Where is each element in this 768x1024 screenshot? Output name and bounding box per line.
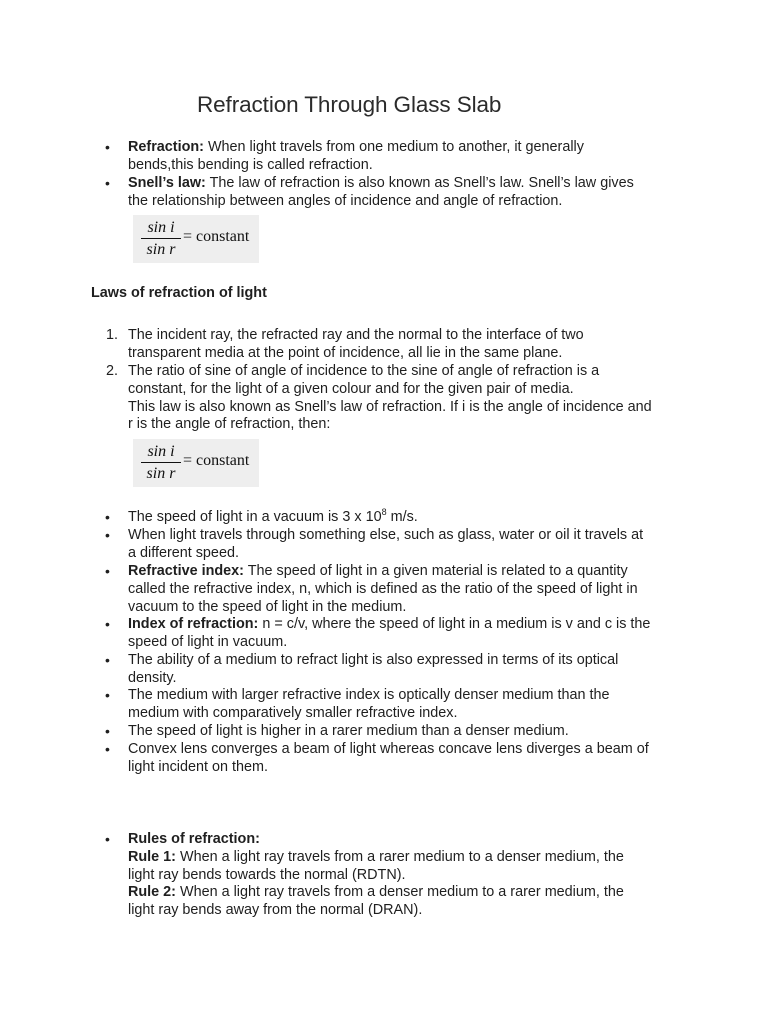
rules-of-refraction bbox=[128, 831, 624, 920]
snells-law-label: Snell’s law: bbox=[128, 175, 206, 191]
bullet-marker: • bbox=[105, 616, 110, 632]
formula-rhs: = constant bbox=[183, 452, 250, 469]
rule-2-line2: light ray bends away from the normal (DRAN). bbox=[128, 902, 423, 919]
travels-line1: When light travels through something else, such as glass, water or oil it travels at bbox=[128, 527, 644, 543]
ri-line2: called the refractive index, n, which is defined as the ratio of the speed of light in bbox=[128, 580, 638, 597]
bullet-marker: • bbox=[105, 527, 110, 543]
ior-line2: speed of light in vacuum. bbox=[128, 633, 288, 650]
fact-lenses bbox=[128, 741, 649, 777]
fact-optical-density bbox=[128, 652, 618, 688]
refractive-index-label: Refractive index: bbox=[128, 563, 244, 579]
ri-line1: The speed of light in a given material is related to a quantity bbox=[247, 563, 628, 579]
fact-rarer-medium bbox=[128, 723, 569, 741]
ior-line1: n = c/v, where the speed of light in a medium is v and c is the bbox=[262, 616, 651, 632]
bullet-marker: • bbox=[105, 687, 110, 703]
snells-law-formula bbox=[133, 439, 259, 487]
fact-denser-medium bbox=[128, 687, 610, 723]
law-1-line1: The incident ray, the refracted ray and the normal to the interface of two bbox=[128, 327, 584, 343]
ability-line2: density. bbox=[128, 669, 177, 686]
bullet-marker: • bbox=[105, 563, 110, 579]
ability-line1: The ability of a medium to refract light is also expressed in terms of its optical bbox=[128, 652, 619, 668]
fact-index-of-refraction bbox=[128, 616, 650, 652]
formula-denominator: sin r bbox=[146, 465, 176, 482]
denser-line2: medium with comparatively smaller refractive index. bbox=[128, 704, 458, 721]
fact-light-travels bbox=[128, 527, 643, 563]
law-2-line4: r is the angle of refraction, then: bbox=[128, 416, 331, 433]
fraction-bar bbox=[141, 238, 181, 239]
snells-law-text-line2: the relationship between angles of incidence and angle of refraction. bbox=[128, 192, 563, 209]
formula-numerator: sin i bbox=[147, 443, 175, 460]
law-2 bbox=[128, 363, 652, 434]
formula-numerator: sin i bbox=[147, 219, 175, 236]
fraction-bar bbox=[141, 462, 181, 463]
page-title: Refraction Through Glass Slab bbox=[197, 92, 502, 117]
law-1 bbox=[128, 327, 584, 363]
snells-law-text-line1: The law of refraction is also known as Snell’s law. Snell’s law gives bbox=[209, 175, 634, 191]
speed-text: The speed of light in a vacuum is 3 x 10 bbox=[128, 509, 382, 525]
bullet-marker: • bbox=[105, 741, 110, 757]
list-number: 2. bbox=[105, 363, 118, 379]
bullet-marker: • bbox=[105, 139, 110, 155]
bullet-marker: • bbox=[105, 831, 110, 847]
list-number: 1. bbox=[105, 327, 118, 343]
rule-2-label: Rule 2: bbox=[128, 884, 176, 901]
refraction-text-line1: When light travels from one medium to another, it generally bbox=[207, 139, 584, 155]
ri-line3: vacuum to the speed of light in the medium. bbox=[128, 598, 407, 615]
rule-1-label: Rule 1: bbox=[128, 848, 176, 865]
law-2-line2: constant, for the light of a given colour and for the given pair of media. bbox=[128, 380, 574, 397]
bullet-marker: • bbox=[105, 723, 110, 739]
fact-speed-vacuum bbox=[128, 509, 418, 527]
lens-line1: Convex lens converges a beam of light whereas concave lens diverges a beam of bbox=[128, 741, 649, 757]
exponent: 8 bbox=[381, 507, 387, 517]
law-2-line1: The ratio of sine of angle of incidence to the sine of angle of refraction is a bbox=[128, 363, 600, 379]
rules-heading: Rules of refraction: bbox=[128, 831, 260, 847]
rule-1-line2: light ray bends towards the normal (RDTN). bbox=[128, 866, 406, 883]
speed-unit: m/s. bbox=[386, 509, 418, 525]
refraction-label: Refraction: bbox=[128, 139, 204, 155]
rule-1-line1: When a light ray travels from a rarer medium to a denser medium, the bbox=[179, 848, 624, 865]
bullet-marker: • bbox=[105, 509, 110, 525]
law-2-line3: This law is also known as Snell’s law of refraction. If i is the angle of incidence and bbox=[128, 398, 652, 415]
law-1-line2: transparent media at the point of incidence, all lie in the same plane. bbox=[128, 344, 563, 361]
rule-2-line1: When a light ray travels from a denser medium to a rarer medium, the bbox=[179, 884, 624, 901]
fact-refractive-index bbox=[128, 563, 638, 616]
refraction-text-line2: bends,this bending is called refraction. bbox=[128, 156, 373, 173]
rarer-line1: The speed of light is higher in a rarer medium than a denser medium. bbox=[128, 723, 569, 739]
snells-law-formula bbox=[133, 215, 259, 263]
lens-line2: light incident on them. bbox=[128, 758, 268, 775]
denser-line1: The medium with larger refractive index is optically denser medium than the bbox=[128, 687, 610, 703]
formula-denominator: sin r bbox=[146, 241, 176, 258]
index-of-refraction-label: Index of refraction: bbox=[128, 616, 259, 632]
laws-heading: Laws of refraction of light bbox=[91, 285, 267, 301]
travels-line2: a different speed. bbox=[128, 544, 239, 561]
refraction-definition bbox=[128, 139, 584, 175]
snells-law-definition bbox=[128, 175, 634, 211]
bullet-marker: • bbox=[105, 175, 110, 191]
formula-rhs: = constant bbox=[183, 228, 250, 245]
bullet-marker: • bbox=[105, 652, 110, 668]
